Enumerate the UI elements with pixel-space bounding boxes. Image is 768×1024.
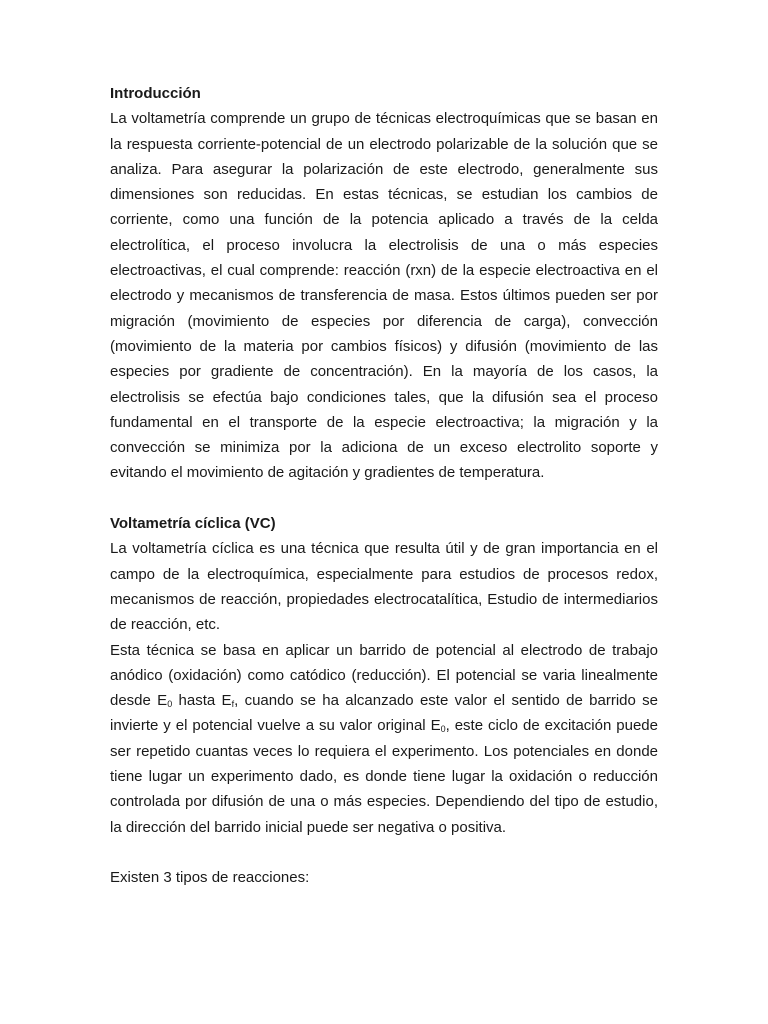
subscript-e0: 0 [440, 724, 446, 735]
text-run: Esta técnica se basa en aplicar un barrido de potencial al electrodo de trabajo anódico (oxidación) como catódico (reducción). El potencial se varia linealmente desde E [110, 641, 658, 710]
heading-introduccion: Introducción [110, 85, 201, 102]
paragraph-introduccion: La voltametría comprende un grupo de técnicas electroquímicas que se basan en la respuesta corriente-potencial de un electrodo polarizable de la solución que se analiza. Para asegurar la polarización de este electrodo, generalmente sus dimensiones son reducidas. En estas técnicas, se estudian los cambios de corriente, como una función de la potencia aplicado a través de la celda electrolítica, el proceso involucra la electrolisis de una o más especies electroactivas, el cual comprende: reacción (rxn) de la especie electroactiva en el electrodo y mecanismos de transferencia de masa. Estos últimos pueden ser por migración (movimiento de especies por diferencia de carga), convección (movimiento de la materia por cambios físicos) y difusión (movimiento de las especies por gradiente de concentración). En la mayoría de los casos, la electrolisis se efectúa bajo condiciones tales, que la difusión sea el proceso fundamental en el transporte de la especie electroactiva; la migración y la convección se minimiza por la adiciona de un exceso electrolito soporte y evitando el movimiento de agitación y gradientes de temperatura. [110, 110, 658, 482]
text-run: , cuando se ha alcanzado este valor el sentido de barrido se invierte y el potencial vuelve a su valor original E [110, 692, 658, 735]
document-content [110, 81, 658, 891]
heading-voltametria-ciclica: Voltametría cíclica (VC) [110, 515, 276, 533]
text-run: , este ciclo de excitación puede ser repetido cuantas veces lo requiera el experimento. Los potenciales en donde tiene lugar un experimento dado, es donde tiene lugar la oxidación o reducción controlada por difusión de una o más especies. Dependiendo del tipo de estudio, la dirección del barrido inicial puede ser negativa o positiva. [110, 717, 658, 836]
paragraph-spacer [110, 840, 658, 865]
subscript-ef: f [231, 699, 235, 710]
paragraph-voltametria-ciclica-1: La voltametría cíclica es una técnica que resulta útil y de gran importancia en el campo de la electroquímica, especialmente para estudios de procesos redox, mecanismos de reacción, propiedades electrocatalítica, Estudio de intermediarios de reacción, etc. [110, 540, 658, 634]
subscript-e0: 0 [167, 699, 173, 710]
paragraph-voltametria-ciclica-2 [110, 638, 658, 840]
paragraph-spacer [110, 486, 658, 511]
paragraph-tipos-reacciones: Existen 3 tipos de reacciones: [110, 869, 310, 887]
text-run: hasta E [172, 692, 232, 710]
